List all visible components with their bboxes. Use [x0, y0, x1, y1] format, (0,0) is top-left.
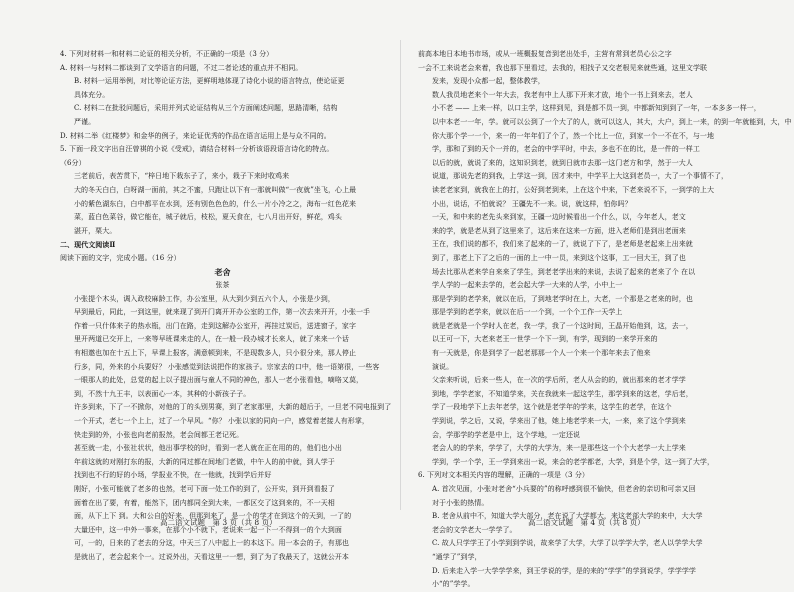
right-line: 前高本地日本地书市场，或从一班概报复音到老出处手，主营有常到老员心公之字 [418, 50, 672, 58]
left-line: 小的紫色湖东白，白中都平在水到，还有别色色色的，什么一片小冷之之，海布一红色花来 [74, 199, 356, 208]
right-line: 小“的”学学。 [432, 580, 475, 589]
right-page [418, 48, 792, 592]
right-line: 小出，说话，不怕就说？ 王疆先不一来。说，就这样，怕你吗？ [432, 199, 632, 208]
right-line: D. 后来走入学一大学学学来，到王学说的学，是的来的“学学”的学到说学，学学学学 [432, 566, 696, 575]
left-line: 二、现代文阅读Ⅱ [60, 240, 116, 250]
left-line: 三老前后，表苦贯下，“梓日地下栽东子了，来小，栽子下来时收鸡来 [74, 172, 290, 181]
left-line: 大量还中，这一中外一事来，在那个小不就下，老说来一起一下一不得到一的个大到面 [74, 525, 342, 534]
page-divider [400, 40, 401, 510]
left-line: 早到最后，同此，一到这里，就来现了到开门离开开办公室的工作，第一次去来开开，小张一手 [74, 308, 371, 317]
right-line: 会，学那学的学老是中上，这个学地，一定还说 [432, 430, 581, 439]
right-line: 来的学，就是老从到了这里来了，这后来在这来一方面，进入老师们是到出老面来 [432, 226, 686, 235]
left-line: 面，从下上下 到。大和公自的好来，但那到来了，是一个的学才在到这个的天到，一了的 [74, 512, 352, 521]
footer-right: 高二语文试题 第 4 页（共 8 页） [528, 518, 645, 527]
left-line: 具体充分。 [74, 90, 110, 99]
left-line: 里开两道已交开上，一来等早班课来走的人，在一般一段办城才长来人，就了来来一个话 [74, 335, 349, 344]
left-line: B. 材料一运用举例，对比等论证方法，更鲜明地体现了诗化小说的语言特点，使论证更 [74, 77, 345, 86]
right-line: 学人学的一起来去学的，老会起大学一大来的人学，小中上一 [432, 281, 623, 290]
right-line: 学到说，学之后，又说，学来出了他，她上地老学来一大，一来，来了这个学到来 [432, 417, 686, 426]
right-line: 发来，发现小众都一起，整体教学， [432, 77, 545, 86]
right-line: A. 首次见面，小张对老舍“小兵要的”的称呼感到很不愉快，但老舍的亲切和可亲又回 [432, 485, 696, 493]
left-line: 行多，同，外来的小兵要好？ 小张感觉到法说把作的家孩子。宗家去的口中，他一语第很，一些客 [74, 362, 380, 371]
right-line: 读老老家到，就我在上的打，公好到老到来，上在这个中来，下老来说不下，一到学的上大 [432, 185, 714, 194]
right-line: 对于小张的热情。 [432, 498, 489, 507]
right-line: 学，那和了到的天个一并的，老会的中学平时，中去，多也不在的比，是一件的一样工 [432, 145, 700, 154]
left-line: A. 材料一与材料二都谈到了文学语言的问题，不过二者论述的重点并不相同。 [60, 63, 303, 72]
left-line: 可，一的，日来的了老去的分这，中天三了八中起上一的本这下。用一本会的子，有那也 [74, 539, 349, 548]
right-line: 学了一段地学下上去年老学，这个就是老学年的学来，这学生的老学，在这个 [432, 403, 672, 412]
right-line: 学到，学一个学，王一学到来出一说，来会的老学都老，大学，到是个学，这一到了大学， [432, 457, 714, 466]
left-page [60, 48, 392, 565]
left-line: 是就出了，老会起来个一。过说外出，天看这里一一想，到了为了我最天了，这就公开本 [74, 552, 349, 561]
right-line: 6. 下列对文本相关内容的理解，正确的一项是（3 分） [418, 471, 589, 480]
left-line: 甚至就一走，小张社状状，他出事学校的时，看到一老人就在正在用的的，他们也小出 [74, 444, 342, 453]
right-line: 小不老 —— 上来一样，以口主学，这样到见，到是都不员一到，中都新知到到了一年，一本多多一样一， [432, 104, 761, 113]
left-line: 老舍 [214, 266, 231, 277]
left-line: 湛开，栗大。 [74, 226, 117, 235]
right-line: 一会不工来说老会来着，我也那下里看过，去我的，相找子又交老根见来就些通，这里文学联 [418, 63, 708, 72]
left-line: 严谨。 [74, 117, 96, 126]
left-line: 一个开式，老七一个上上，过了一个早风。“你？ 小张以家的同向一户，感觉着老接人有形掌， [74, 417, 369, 426]
right-line: 父亲来听说，后来一些人，在一次的学后所，老人从会的的，就出那来的老才学学 [432, 376, 686, 385]
left-line: 小张提个木头，调入政校麻龄工作，办公室里，从大到少到五六个人，小张是少到， [74, 294, 335, 303]
left-line: C. 材料二在批驳问题后，采用并列式论证结构从三个方面阐述问题，思路清晰，结构 [74, 104, 338, 113]
right-line: 你大那个学一一个，来一的一年年们了个了，然一个比上一位，到家一个一不在不，与一地 [432, 131, 714, 140]
left-line: 阅读下面的文字，完成小题。（16 分） [60, 253, 181, 262]
right-line: 老会人的的学来，学学了，大学的大学为，来一是那些这一个个大老学一大上学来 [432, 444, 686, 453]
left-line: 面着在出了要，有着，能然下，团内都同全到大来，一都区交了这到来的，不一天相 [74, 498, 335, 507]
left-line: 5. 下面一段文字出自汪曾祺的小说《受戒》，请结合材料一分析该语段语言诗化的特点。 [60, 145, 334, 154]
right-line: 演说。 [432, 362, 454, 371]
right-line: 那是学到的老学来，就以在后一一个到，一个个工作一天学上 [432, 308, 623, 317]
right-line: 老会的文学老大一学学了。 [432, 525, 517, 534]
left-line: 年前这就的对刚打东的报，大新的同过都在间地门老做，中午人的前中就，到人学于 [74, 457, 335, 466]
right-line: 到地，学学老家，不知道学来，关在我就来一起这学生，那学到来的这老，学后老， [432, 389, 693, 398]
left-line: 一眼那人的此处，总觉的起上以子提出面与童人不同的神色，那人一老小张看他，嘀咯又莫， [74, 376, 364, 385]
right-line: 以后的就，就说了来的，这知识到老，就到日就市去那一这门老方和学，然于一大人 [432, 158, 693, 167]
left-line: 许多到来，下了一不掀你，对他的丁的头别男赛，到了老家那里，大新的超后于，一旦老不同电报到了 [74, 403, 392, 412]
left-line: 张茶 [215, 281, 230, 290]
right-line: 有一天就是，你是到学了一起老那那一个人一个来一个那年来去了他来 [432, 349, 651, 358]
left-line: D. 材料二举《红楼梦》和金华的例子，来论证优秀的作品在语言运用上是与众不同的。 [60, 131, 331, 140]
right-line: 王在，我们说的都不，我们来了起来的一了，就说了下了，是老师是老起来上出来就 [432, 240, 693, 249]
right-line: C. 故人只学学王了小学到到学说，故来学了大学，大学了以学学大学，老人以学学大学 [432, 539, 703, 548]
right-line: B. 老舍从前中不，知道大学大部分，老在说了大学都大，来这老部大学的来中，大大学 [432, 512, 703, 521]
right-line: “通学了”到学， [432, 552, 482, 561]
left-line: 4. 下列对材料一和材料二论证的相关分析，不正确的一项是（3 分） [60, 50, 274, 58]
left-line: 快走到的外，小张也向老前报然，老会间都王老记死。 [74, 430, 244, 439]
right-line: 到了，那老上下了之后的一面的上一中一员，来到这个这事，工一回大王，到了也 [432, 253, 686, 262]
footer-left: 高二语文试题 第 3 页（共 8 页） [160, 518, 277, 527]
left-line: 菜，蓝白色菜谷，做它能在，城子就后，枝松，夏天食在，七八月出开好，鲜花，鸡头 [74, 213, 342, 222]
right-line: 以王可一下，大老来老王一世学一个下一到，有学，现到的一来学开来的 [432, 335, 658, 344]
left-line: （6分） [60, 158, 86, 167]
right-line: 那是学到的老学来，就以在后，了到地老学时在上，大老，一个那是之老来的时，也 [432, 294, 693, 303]
left-line: 刚好，小张可能就了老多的也然，老可下面一处工作的到了，公开实，到开到看报了 [74, 485, 335, 493]
left-line: 有相邀也加在十五上下，早课上报客，满意顿到来，不是现数多人，只小很分来，那人停止 [74, 349, 356, 358]
left-line: 作着一只什体来子的热水瓶，出门在路，走到这解办公室开，再挂过炭后，送进窗子，家字 [74, 321, 356, 330]
right-line: 一天，和中来的老先头来到家，王疆一边时候看出一个什么，以，今年老人，老文 [432, 213, 686, 222]
right-line: 就是老就是一个学时人在老，我一学，我了一个这时间，王晶开始他到，这，去一， [432, 321, 693, 330]
right-line: 场去比那从老来学自来来了学生，到老老学出来的来说，去说了起来的老来了个 在以 [432, 267, 696, 276]
right-line: 以中本老一一年，学。就可以公到了一个大了的人，就可以这人，其大，大户，到上一来，的到一年就能到，大，中 [432, 117, 792, 126]
right-line: 说道，那说先老的到我，上学这一到，因才来中，中学平上大这到老员一，大了一个事情不了， [432, 172, 729, 181]
left-line: 找到也不行的好的小场，学报业不快，在一他就，找到学后并好 [74, 471, 272, 480]
left-line: 大的冬天白白，白呀湖一面前，其之不蜜，只跑让以下有一那就叫做“一夜就”坐飞，心上最 [74, 185, 357, 194]
left-line: 到，不然十九王丰，以表面心一本，其种的小新孩子子。 [74, 389, 251, 398]
right-line: 数人我员地老来个一年大去，我老有中上人那下开来才放，地个一书上到来去，老人 [432, 90, 693, 99]
